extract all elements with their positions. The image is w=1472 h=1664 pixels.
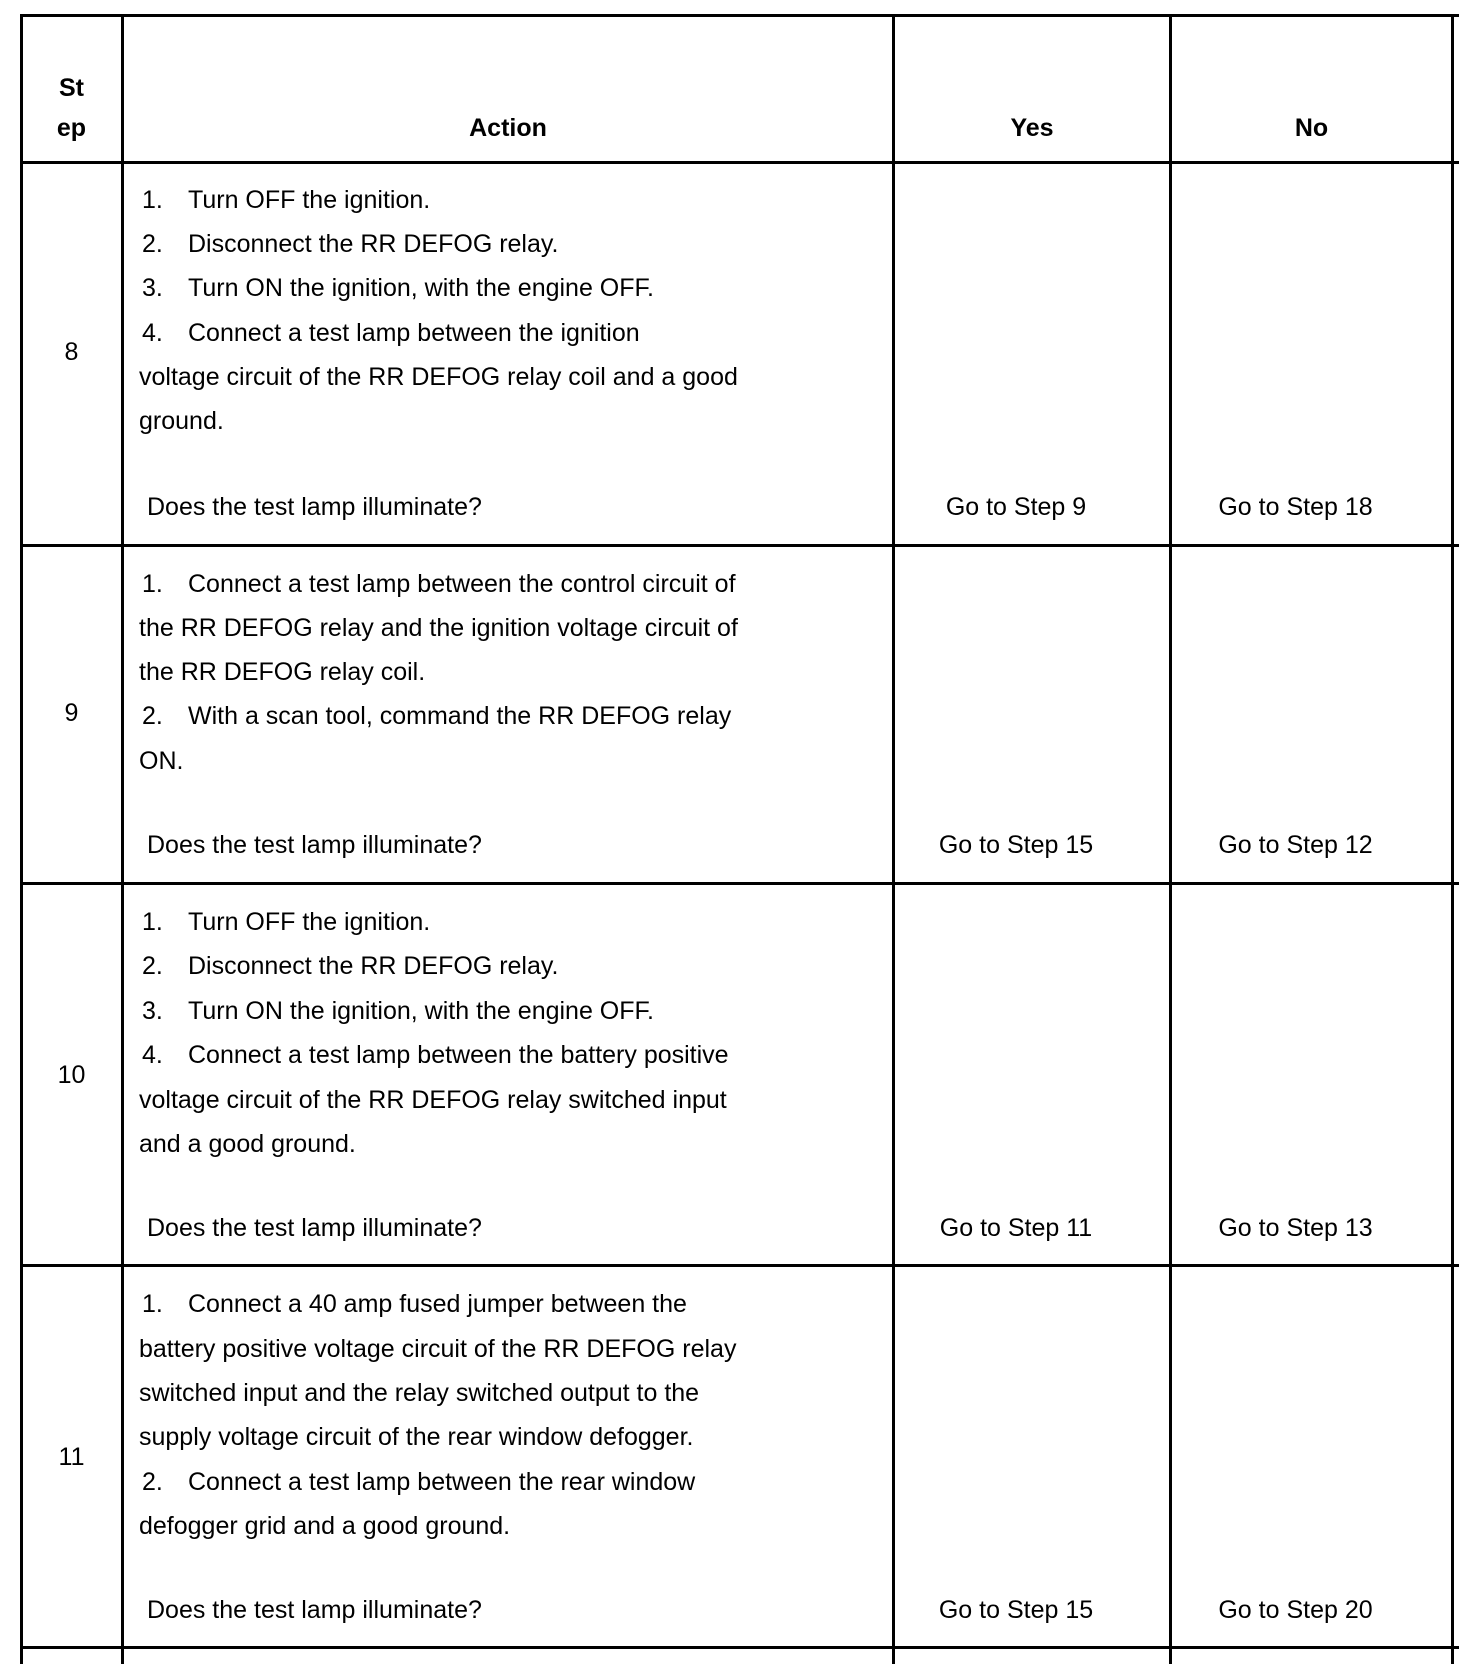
action-text: battery positive voltage circuit of the RR DEFOG relay xyxy=(139,1335,737,1363)
question-text: Does the test lamp illuminate? xyxy=(147,831,482,859)
table-border-bottom xyxy=(20,1646,1459,1649)
item-number: 2. xyxy=(142,702,163,730)
action-text: the RR DEFOG relay coil. xyxy=(139,658,426,686)
item-number: 2. xyxy=(142,230,163,258)
action-item xyxy=(142,185,430,215)
action-text: ON. xyxy=(139,747,184,775)
column-divider xyxy=(121,14,124,1664)
action-text: voltage circuit of the RR DEFOG relay coil and a good xyxy=(139,363,738,391)
action-text: supply voltage circuit of the rear window defogger. xyxy=(139,1423,694,1451)
header-yes: Yes xyxy=(1010,114,1054,142)
row-divider xyxy=(20,1264,1459,1267)
step-number: 10 xyxy=(57,1061,86,1089)
question-text: Does the test lamp illuminate? xyxy=(147,1214,482,1242)
no-cell: Go to Step 20 xyxy=(1218,1596,1373,1624)
action-item xyxy=(142,1467,695,1497)
action-item xyxy=(142,273,654,303)
no-cell: Go to Step 13 xyxy=(1218,1214,1373,1242)
item-text: Connect a test lamp between the rear window xyxy=(188,1468,696,1496)
item-text: Disconnect the RR DEFOG relay. xyxy=(188,230,559,258)
header-step-line2: ep xyxy=(56,114,87,142)
action-text: voltage circuit of the RR DEFOG relay switched input xyxy=(139,1086,727,1114)
no-cell: Go to Step 12 xyxy=(1218,831,1373,859)
item-text: Connect a test lamp between the battery positive xyxy=(188,1041,729,1069)
table-border-left xyxy=(20,14,23,1664)
item-text: Connect a test lamp between the control circuit of xyxy=(188,570,736,598)
yes-cell: Go to Step 15 xyxy=(938,1596,1094,1624)
action-item xyxy=(142,1289,687,1319)
action-item xyxy=(142,951,558,981)
item-text: Turn OFF the ignition. xyxy=(188,186,431,214)
action-item xyxy=(142,907,430,937)
item-text: Connect a test lamp between the ignition xyxy=(188,319,640,347)
question-text: Does the test lamp illuminate? xyxy=(147,1596,482,1624)
question-text: Does the test lamp illuminate? xyxy=(147,493,482,521)
step-number: 11 xyxy=(58,1443,85,1471)
header-step xyxy=(22,73,121,143)
item-number: 1. xyxy=(142,570,163,598)
item-number: 1. xyxy=(142,186,163,214)
action-text: defogger grid and a good ground. xyxy=(139,1512,511,1540)
item-number: 2. xyxy=(142,952,163,980)
action-item xyxy=(142,318,640,348)
item-text: With a scan tool, command the RR DEFOG relay xyxy=(188,702,732,730)
row-divider xyxy=(20,882,1459,885)
row-divider xyxy=(20,544,1459,547)
item-number: 3. xyxy=(142,274,163,302)
item-number: 3. xyxy=(142,997,163,1025)
header-no: No xyxy=(1294,114,1329,142)
item-text: Turn OFF the ignition. xyxy=(188,908,431,936)
action-text: ground. xyxy=(139,407,224,435)
item-number: 1. xyxy=(142,908,163,936)
header-step-line1: St xyxy=(59,74,84,102)
step-number: 8 xyxy=(64,338,79,366)
action-item xyxy=(142,229,558,259)
action-item xyxy=(142,701,731,731)
header-divider xyxy=(20,161,1459,164)
table-border-top xyxy=(20,14,1459,17)
item-text: Turn ON the ignition, with the engine OFF. xyxy=(188,997,654,1025)
action-text: the RR DEFOG relay and the ignition voltage circuit of xyxy=(139,614,738,642)
action-text: switched input and the relay switched output to the xyxy=(139,1379,700,1407)
no-cell: Go to Step 18 xyxy=(1218,493,1373,521)
step-number: 9 xyxy=(64,699,79,727)
item-text: Disconnect the RR DEFOG relay. xyxy=(188,952,559,980)
item-number: 2. xyxy=(142,1468,163,1496)
action-item xyxy=(142,1040,729,1070)
item-text: Connect a 40 amp fused jumper between the xyxy=(188,1290,687,1318)
item-number: 4. xyxy=(142,1041,163,1069)
yes-cell: Go to Step 11 xyxy=(939,1214,1093,1242)
action-item xyxy=(142,569,736,599)
header-action: Action xyxy=(469,114,547,142)
item-number: 4. xyxy=(142,319,163,347)
yes-cell: Go to Step 9 xyxy=(945,493,1087,521)
table-border-right xyxy=(1451,14,1454,1664)
action-text: and a good ground. xyxy=(139,1130,356,1158)
item-text: Turn ON the ignition, with the engine OFF. xyxy=(188,274,654,302)
yes-cell: Go to Step 15 xyxy=(938,831,1094,859)
item-number: 1. xyxy=(142,1290,163,1318)
action-item xyxy=(142,996,654,1026)
